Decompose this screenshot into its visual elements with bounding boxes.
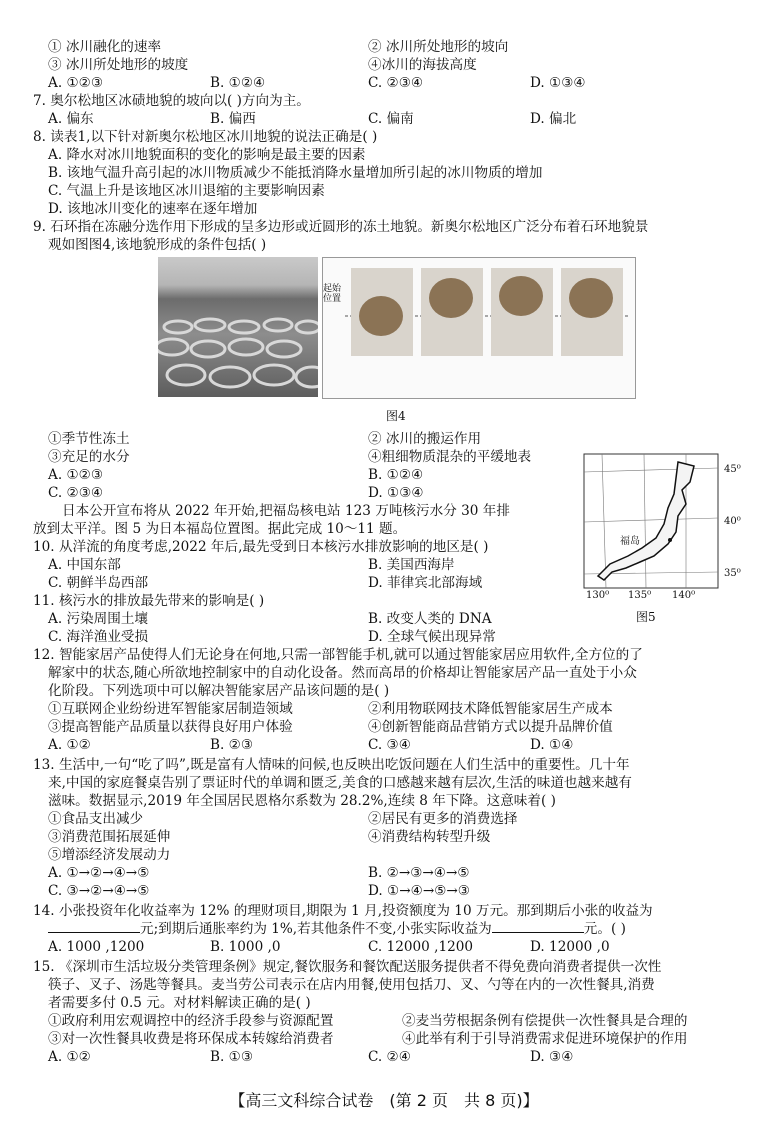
q14-blank-1	[48, 920, 140, 933]
q11-stem: 11. 核污水的排放最先带来的影响是( )	[33, 593, 265, 609]
q9-option-2: ② 冰川的搬运作用	[368, 431, 482, 447]
q15-choice-c: C. ②④	[368, 1049, 411, 1065]
q13-option-2: ②居民有更多的消费选择	[368, 811, 518, 827]
page-footer: 【高三文科综合试卷 (第 2 页 共 8 页)】	[229, 1091, 539, 1110]
q13-option-4: ④消费结构转型升级	[368, 829, 491, 845]
q15-option-4: ④此举有利于引导消费需求促进环境保护的作用	[402, 1031, 688, 1047]
q11-choice-d: D. 全球气候出现异常	[368, 629, 496, 645]
q6-option-3: ③ 冰川所处地形的坡度	[48, 57, 189, 73]
q6-option-2: ② 冰川所处地形的坡向	[368, 39, 509, 55]
q12-choice-b: B. ②③	[210, 737, 254, 753]
initial-position-label: 起始位置	[323, 284, 342, 304]
q13-stem-line3: 滋味。数据显示,2019 年全国居民恩格尔系数为 28.2%,连续 8 年下降。这意味着( )	[48, 793, 556, 809]
q15-option-2: ②麦当劳根据条例有偿提供一次性餐具是合理的	[402, 1013, 688, 1029]
q9-stem-line1: 9. 石环指在冻融分选作用下形成的呈多边形或近圆形的冻土地貌。新奥尔松地区广泛分布着石环地貌景	[33, 219, 649, 235]
q10-choice-d: D. 菲律宾北部海域	[368, 575, 483, 591]
q7-stem: 7. 奥尔松地区冰碛地貌的坡向以( )方向为主。	[33, 93, 310, 109]
q8-stem: 8. 读表1,以下针对新奥尔松地区冰川地貌的说法正确是( )	[33, 129, 378, 145]
q12-choice-c: C. ③④	[368, 737, 411, 753]
q7-choice-c: C. 偏南	[368, 111, 414, 127]
q12-stem-line2: 解家中的状态,随心所欲地控制家中的自动化设备。然而高昂的价格却让智能家居产品一直处于小众	[48, 665, 637, 681]
q15-choice-b: B. ①③	[210, 1049, 254, 1065]
lat-35-label: 35⁰	[724, 568, 741, 579]
figure-5-map	[582, 452, 750, 602]
figure-4-caption: 图4	[386, 409, 406, 423]
q15-choice-d: D. ③④	[530, 1049, 574, 1065]
q10-stem: 10. 从洋流的角度考虑,2022 年后,最先受到日本核污水排放影响的地区是( )	[33, 539, 489, 555]
q14-choice-b: B. 1000 ,0	[210, 939, 281, 955]
q7-choice-b: B. 偏西	[210, 111, 256, 127]
q9-option-1: ①季节性冻土	[48, 431, 130, 447]
q6-choice-a: A. ①②③	[48, 75, 104, 91]
q12-option-1: ①互联网企业纷纷进军智能家居制造领域	[48, 701, 293, 717]
q13-choice-d: D. ①→④→⑤→③	[368, 883, 470, 899]
q14-choice-c: C. 12000 ,1200	[368, 939, 474, 955]
q14-stem-line1: 14. 小张投资年化收益率为 12% 的理财项目,期限为 1 月,投资额度为 10 万元。那到期后小张的收益为	[33, 903, 653, 919]
q10-choice-a: A. 中国东部	[48, 557, 121, 573]
frost-heave-diagram	[322, 257, 636, 399]
q13-stem-line1: 13. 生活中,一句“吃了吗”,既是富有人情味的问候,也反映出吃饭问题在人们生活中的重要性。几十年	[33, 757, 630, 773]
q9-stem-line2: 观如图图4,该地貌形成的条件包括( )	[48, 237, 267, 253]
q6-option-4: ④冰川的海拔高度	[368, 57, 477, 73]
q8-choice-b: B. 该地气温升高引起的冰川物质减少不能抵消降水量增加所引起的冰川物质的增加	[48, 165, 543, 181]
q15-option-3: ③对一次性餐具收费是将环保成本转嫁给消费者	[48, 1031, 334, 1047]
q6-option-1: ① 冰川融化的速率	[48, 39, 162, 55]
q14-blank-2	[492, 920, 584, 933]
q13-stem-line2: 来,中国的家庭餐桌告别了票证时代的单调和匮乏,美食的口感越来越有层次,生活的味道也越来越有	[48, 775, 632, 791]
figure-4	[158, 257, 634, 427]
q14-stem-line2-mid: 元;到期后通胀率约为 1%,若其他条件不变,小张实际收益为	[140, 921, 492, 937]
q13-option-5: ⑤增添经济发展动力	[48, 847, 171, 863]
q9-choice-d: D. ①③④	[368, 485, 424, 501]
q14-choice-a: A. 1000 ,1200	[48, 939, 145, 955]
q6-choice-b: B. ①②④	[210, 75, 266, 91]
q9-choice-b: B. ①②④	[368, 467, 424, 483]
q12-option-4: ④创新智能商品营销方式以提升品牌价值	[368, 719, 613, 735]
q13-choice-c: C. ③→②→④→⑤	[48, 883, 150, 899]
q12-stem-line3: 化阶段。下列选项中可以解决智能家居产品该问题的是( )	[48, 683, 390, 699]
q12-option-2: ②利用物联网技术降低智能家居生产成本	[368, 701, 613, 717]
lon-135-label: 135⁰	[628, 590, 652, 601]
q14-stem-line2-end: 元。( )	[583, 921, 626, 937]
q9-option-3: ③充足的水分	[48, 449, 130, 465]
figure-5-caption: 图5	[636, 610, 656, 624]
q15-stem-line3: 者需要多付 0.5 元。对材料解读正确的是( )	[48, 995, 311, 1011]
q11-choice-a: A. 污染周围土壤	[48, 611, 149, 627]
q15-stem-line2: 筷子、叉子、汤匙等餐具。麦当劳公司表示在店内用餐,使用包括刀、叉、勺等在内的一次性餐具,消费	[48, 977, 655, 993]
q8-choice-d: D. 该地冰川变化的速率在逐年增加	[48, 201, 258, 217]
q14-stem-line2	[48, 920, 626, 938]
q14-choice-d: D. 12000 ,0	[530, 939, 610, 955]
q12-choice-a: A. ①②	[48, 737, 91, 753]
q12-stem-line1: 12. 智能家居产品使得人们无论身在何地,只需一部智能手机,就可以通过智能家居应用软件,全方位的了	[33, 647, 643, 663]
q15-stem-line1: 15. 《深圳市生活垃圾分类管理条例》规定,餐饮服务和餐饮配送服务提供者不得免费向消费者提供一次性	[33, 959, 662, 975]
lon-130-label: 130⁰	[586, 590, 610, 601]
q13-choice-b: B. ②→③→④→⑤	[368, 865, 470, 881]
q8-choice-a: A. 降水对冰川地貌面积的变化的影响是最主要的因素	[48, 147, 366, 163]
q8-choice-c: C. 气温上升是该地区冰川退缩的主要影响因素	[48, 183, 325, 199]
stone-ring-photo	[158, 257, 318, 397]
q7-choice-d: D. 偏北	[530, 111, 577, 127]
q12-option-3: ③提高智能产品质量以获得良好用户体验	[48, 719, 293, 735]
lat-45-label: 45⁰	[724, 464, 741, 475]
q9-choice-a: A. ①②③	[48, 467, 104, 483]
q11-choice-c: C. 海洋渔业受损	[48, 629, 149, 645]
q13-option-1: ①食品支出减少	[48, 811, 144, 827]
passage-line1: 日本公开宣布将从 2022 年开始,把福岛核电站 123 万吨核污水分 30 年排	[62, 503, 510, 519]
q15-option-1: ①政府利用宏观调控中的经济手段参与资源配置	[48, 1013, 334, 1029]
q9-choice-c: C. ②③④	[48, 485, 104, 501]
passage-line2: 放到太平洋。图 5 为日本福岛位置图。据此完成 10～11 题。	[33, 521, 407, 537]
q6-choice-c: C. ②③④	[368, 75, 424, 91]
q12-choice-d: D. ①④	[530, 737, 574, 753]
q13-choice-a: A. ①→②→④→⑤	[48, 865, 150, 881]
q10-choice-b: B. 美国西海岸	[368, 557, 455, 573]
q6-choice-d: D. ①③④	[530, 75, 586, 91]
q9-option-4: ④粗细物质混杂的平缓地表	[368, 449, 532, 465]
q10-choice-c: C. 朝鲜半岛西部	[48, 575, 149, 591]
q11-choice-b: B. 改变人类的 DNA	[368, 611, 492, 627]
fukushima-label: 福岛	[620, 536, 640, 547]
q13-option-3: ③消费范围拓展延伸	[48, 829, 171, 845]
q15-choice-a: A. ①②	[48, 1049, 91, 1065]
q7-choice-a: A. 偏东	[48, 111, 94, 127]
lat-40-label: 40⁰	[724, 516, 741, 527]
lon-140-label: 140⁰	[672, 590, 696, 601]
